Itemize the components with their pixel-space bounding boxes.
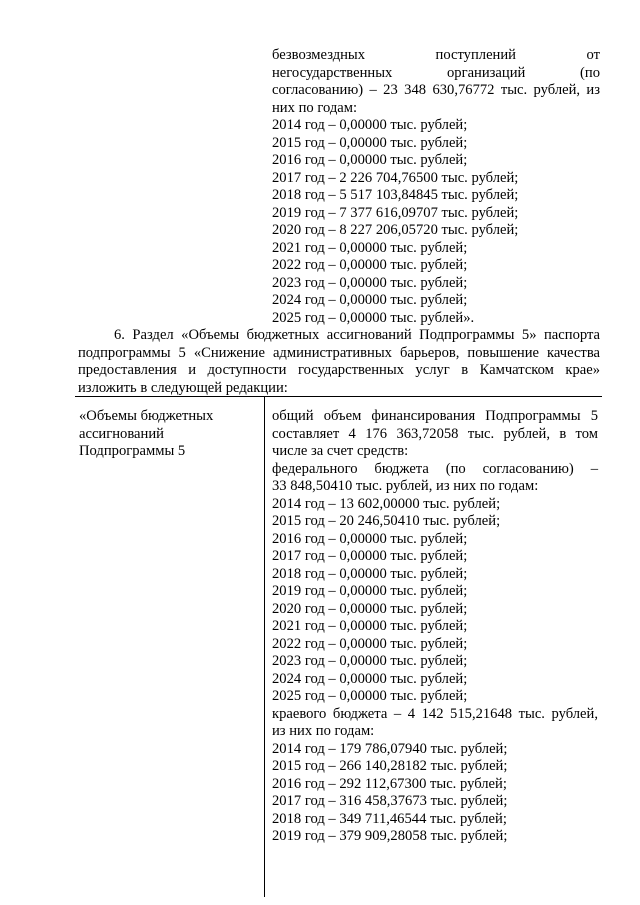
text-line: 2018 год – 5 517 103,84845 тыс. рублей; <box>272 187 519 203</box>
text-line: 2025 год – 0,00000 тыс. рублей». <box>272 309 475 326</box>
top-block <box>272 47 600 327</box>
text-line: 2014 год – 0,00000 тыс. рублей; <box>272 117 468 133</box>
text-line: числе за счет средств: <box>272 443 409 459</box>
text-line: 2022 год – 0,00000 тыс. рублей; <box>272 635 468 652</box>
text-line: согласованию) – 23 348 630,76772 тыс. рублей, из <box>272 82 600 98</box>
section-6-paragraph <box>78 327 600 397</box>
text-line: 2023 год – 0,00000 тыс. рублей; <box>272 653 468 669</box>
text-line: 2017 год – 0,00000 тыс. рублей; <box>272 548 468 564</box>
text-line: 2015 год – 266 140,28182 тыс. рублей; <box>272 758 508 774</box>
text-line: 2024 год – 0,00000 тыс. рублей; <box>272 670 468 687</box>
text-line: Подпрограммы 5 <box>79 443 186 459</box>
text-line: 2018 год – 349 711,46544 тыс. рублей; <box>272 810 507 827</box>
text-line: 2017 год – 2 226 704,76500 тыс. рублей; <box>272 169 519 186</box>
text-line: 2016 год – 0,00000 тыс. рублей; <box>272 152 468 168</box>
text-line: 2021 год – 0,00000 тыс. рублей; <box>272 239 468 256</box>
text-line: 2020 год – 8 227 206,05720 тыс. рублей; <box>272 222 519 238</box>
text-line: 2024 год – 0,00000 тыс. рублей; <box>272 292 468 308</box>
text-line: 2014 год – 13 602,00000 тыс. рублей; <box>272 495 501 512</box>
text-line: 2015 год – 0,00000 тыс. рублей; <box>272 134 468 151</box>
text-line: подпрограммы 5 «Снижение административных барьеров, повышение качества <box>78 344 600 361</box>
text-line: общий объем финансирования Подпрограммы 5 <box>272 408 598 424</box>
text-line: из них по годам: <box>272 723 375 739</box>
text-line: 2019 год – 0,00000 тыс. рублей; <box>272 583 468 599</box>
text-line: 2022 год – 0,00000 тыс. рублей; <box>272 257 468 273</box>
text-line: 2021 год – 0,00000 тыс. рублей; <box>272 618 468 634</box>
text-line: 2020 год – 0,00000 тыс. рублей; <box>272 600 468 617</box>
table-column-divider <box>264 397 265 897</box>
text-line: 2023 год – 0,00000 тыс. рублей; <box>272 274 468 291</box>
text-line: 2018 год – 0,00000 тыс. рублей; <box>272 565 468 582</box>
text-line: предоставления и доступности государственных услуг в Камчатском крае» <box>78 362 600 378</box>
text-line: 2019 год – 379 909,28058 тыс. рублей; <box>272 828 508 844</box>
text-line: 2017 год – 316 458,37673 тыс. рублей; <box>272 793 508 809</box>
text-line: краевого бюджета – 4 142 515,21648 тыс. рублей, <box>272 705 598 722</box>
text-line: 2025 год – 0,00000 тыс. рублей; <box>272 688 468 704</box>
text-line: составляет 4 176 363,72058 тыс. рублей, в том <box>272 425 598 442</box>
text-line: безвозмездных поступлений от <box>272 47 600 63</box>
text-line: 2019 год – 7 377 616,09707 тыс. рублей; <box>272 204 519 221</box>
table-left-cell <box>79 408 259 461</box>
text-line: ассигнований <box>79 425 164 442</box>
text-line: 2016 год – 0,00000 тыс. рублей; <box>272 530 468 547</box>
text-line: 33 848,50410 тыс. рублей, из них по годам: <box>272 478 539 494</box>
text-line: федерального бюджета (по согласованию) – <box>272 460 598 477</box>
text-line: 2015 год – 20 246,50410 тыс. рублей; <box>272 513 501 529</box>
budget-table <box>75 396 602 897</box>
text-line: 2014 год – 179 786,07940 тыс. рублей; <box>272 740 508 757</box>
text-line: негосударственных организаций (по <box>272 64 600 81</box>
text-line: 6. Раздел «Объемы бюджетных ассигнований Подпрограммы 5» паспорта <box>114 327 600 343</box>
table-right-cell <box>272 408 598 846</box>
text-line: «Объемы бюджетных <box>79 408 214 424</box>
text-line: изложить в следующей редакции: <box>78 379 288 396</box>
text-line: 2016 год – 292 112,67300 тыс. рублей; <box>272 775 507 792</box>
text-line: них по годам: <box>272 99 358 116</box>
